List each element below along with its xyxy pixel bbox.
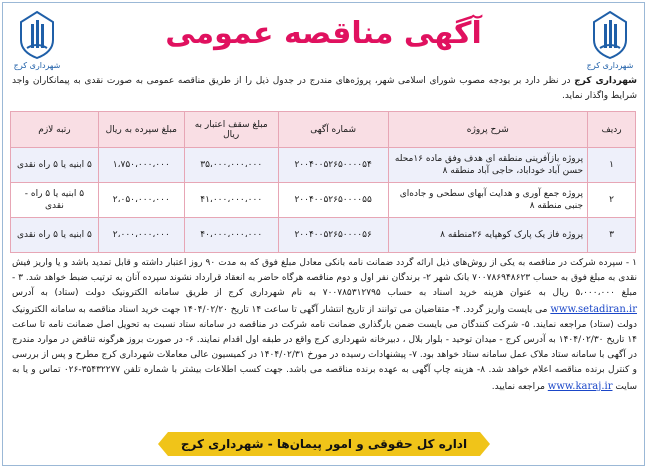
projects-table <box>10 111 636 253</box>
project-cell: پروژه فاز یک پارک کوهپایه ۲۶منطقه ۸ <box>388 218 587 253</box>
deposit-cell: ۱،۷۵۰،۰۰۰،۰۰۰ <box>98 148 184 183</box>
row-number-cell: ۳ <box>588 218 636 253</box>
row-number-cell: ۲ <box>588 183 636 218</box>
col-header-notice-number: شماره آگهی <box>278 112 388 148</box>
conditions-part-3: مراجعه نمایید. <box>491 381 545 392</box>
logo-caption: شهرداری کرج <box>13 61 61 70</box>
conditions-part-1: ۱ - سپرده شرکت در مناقصه به یکی از روش‌های ذیل ارائه گردد ضمانت نامه بانکی معادل مبلغ فوق که به مدت ۹۰ روز اعتبار داشته و قابل تمدید باشد و یا واریز فیش نقدی به مبلغ فوق به حساب ۷۰۰۷۸۶۹۴۸۶۲۳ بانک شهر ۲- برندگان نفر اول و دوم مناقصه هرگاه حاضر به انعقاد قرارداد نشوند سپرده آنان به ترتیب ضبط خواهد شد. ۳ - مبلغ ۵،۰۰۰،۰۰۰ ریال به عنوان هزینه خرید اسناد به حساب ۷۰۰۷۸۵۳۱۲۷۹۵ به نام شهرداری کرج از طریق سامانه الکترونیک دولت (ستاد) به آدرس <box>12 258 638 299</box>
municipality-logo-right <box>581 10 639 74</box>
notice-number-cell: ۲۰۰۴۰۰۵۲۶۵۰۰۰۰۵۵ <box>278 183 388 218</box>
rank-cell: ۵ ابنیه یا ۵ راه نقدی <box>11 218 99 253</box>
col-header-deposit: مبلغ سپرده به ریال <box>98 112 184 148</box>
budget-cell: ۴۰،۰۰۰،۰۰۰،۰۰۰ <box>184 218 278 253</box>
intro-organization: شهرداری کرج <box>574 76 637 86</box>
project-cell: پروژه بازآفرینی منطقه ای هدف وفق ماده ۱۶محله حسن آباد خوداباد، حاجی آباد منطقه ۸ <box>388 148 587 183</box>
karaj-emblem-icon <box>17 10 57 60</box>
municipality-logo-left <box>8 10 66 74</box>
karaj-website-link[interactable]: www.karaj.ir <box>547 380 613 392</box>
rank-cell: ۵ ابنیه یا ۵ راه نقدی <box>11 148 99 183</box>
page-title: آگهی مناقصه عمومی <box>165 16 482 51</box>
intro-paragraph <box>12 74 637 104</box>
col-header-rank: رتبه لازم <box>11 112 99 148</box>
rank-cell: ۵ ابنیه یا ۵ راه - نقدی <box>11 183 99 218</box>
project-cell: پروژه جمع آوری و هدایت آبهای سطحی و جاده‌ای جنبی منطقه ۸ <box>388 183 587 218</box>
col-header-project: شرح پروژه <box>388 112 587 148</box>
budget-cell: ۳۵،۰۰۰،۰۰۰،۰۰۰ <box>184 148 278 183</box>
table-row <box>11 218 636 253</box>
deposit-cell: ۲،۰۰۰،۰۰۰،۰۰۰ <box>98 218 184 253</box>
col-header-row-number: ردیف <box>588 112 636 148</box>
logo-caption: شهرداری کرج <box>586 61 634 70</box>
footer-banner: اداره کل حقوقی و امور پیمان‌ها - شهرداری کرج <box>168 432 480 456</box>
karaj-emblem-icon <box>590 10 630 60</box>
conditions-part-2: می بایست واریز گردد. ۴- متقاضیان می توانند از تاریخ انتشار آگهی تا ساعت ۱۴ تاریخ ۱۴۰۴/۰۲/۲۰ جهت خرید اسناد مناقصه به سامانه الکترونیک دولت (ستاد) مراجعه نمایند. ۵- شرکت کنندگان می بایست ضمن بارگذاری ضمانت نامه شرکت در مناقصه در سامانه ستاد نسبت به تحویل اصل ضمانت نامه تا ساعت ۱۴ تاریخ ۱۴۰۴/۰۲/۳۰ به آدرس کرج - میدان توحید - بلوار بلال ، دبیرخانه شهرداری کرج واقع در طبقه اول اقدام نمایند. ۶- در صورت بروز هرگونه تناقض در موارد مندرج در آگهی با سامانه ستاد ملاک عمل سامانه ستاد خواهد بود. ۷- پیشنهادات رسیده در مورخ ۱۴۰۴/۰۲/۳۱ در کمیسیون عالی معاملات شهرداری کرج مطرح و پس از بررسی و کنترل برنده مناقصه اعلام خواهد شد. ۸- هزینه چاپ آگهی به عهده برنده مناقصه می باشد. جهت کسب اطلاعات بیشتر با شماره تلفن ۳۵۴۳۲۲۷۷-۰۲۶ تماس و یا به سایت <box>12 304 638 392</box>
row-number-cell: ۱ <box>588 148 636 183</box>
table-row <box>11 183 636 218</box>
intro-text: در نظر دارد بر بودجه مصوب شورای اسلامی شهر، پروژه‌های مندرج در جدول ذیل را از طریق مناقصه عمومی به صورت نقدی به پیمانکاران واجد شرایط واگذار نماید. <box>12 76 637 101</box>
conditions-text <box>12 256 637 395</box>
table-header-row <box>11 112 636 148</box>
table-row <box>11 148 636 183</box>
notice-number-cell: ۲۰۰۴۰۰۵۲۶۵۰۰۰۰۵۴ <box>278 148 388 183</box>
notice-number-cell: ۲۰۰۴۰۰۵۲۶۵۰۰۰۰۵۶ <box>278 218 388 253</box>
setadiran-link[interactable]: www.setadiran.ir <box>550 303 637 315</box>
budget-cell: ۴۱،۰۰۰،۰۰۰،۰۰۰ <box>184 183 278 218</box>
deposit-cell: ۲،۰۵۰،۰۰۰،۰۰۰ <box>98 183 184 218</box>
col-header-budget: مبلغ سقف اعتبار به ریال <box>184 112 278 148</box>
